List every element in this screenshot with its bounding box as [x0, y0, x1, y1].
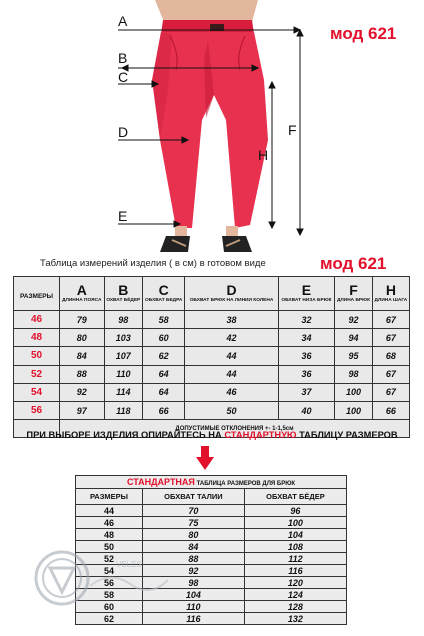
dim-letter-a: A — [118, 13, 128, 29]
measurement-table — [13, 276, 410, 438]
measurement-cell: 79 — [60, 311, 105, 329]
measurement-cell: 84 — [60, 347, 105, 365]
size-cell: 54 — [14, 383, 60, 401]
std-size-cell: 48 — [76, 529, 143, 541]
measurement-cell: 98 — [335, 365, 373, 383]
col-header-b: B ОХВАТ БЁДЕР — [104, 277, 143, 311]
measurement-cell: 95 — [335, 347, 373, 365]
measurement-cell: 92 — [335, 311, 373, 329]
watermark-brand: VELES — [116, 560, 142, 569]
std-value-cell: 110 — [142, 601, 244, 613]
measurement-cell: 97 — [60, 401, 105, 419]
table-row — [76, 529, 347, 541]
measurement-cell: 92 — [60, 383, 105, 401]
measurement-cell: 36 — [278, 365, 335, 383]
measurement-cell: 38 — [185, 311, 278, 329]
dim-letter-e: E — [118, 208, 128, 224]
col-header-f: F ДЛИНА БРЮК — [335, 277, 373, 311]
size-header: РАЗМЕРЫ — [14, 277, 60, 311]
measurement-cell: 80 — [60, 329, 105, 347]
measurement-cell: 98 — [104, 311, 143, 329]
measurement-cell: 107 — [104, 347, 143, 365]
table-row — [76, 613, 347, 625]
table-row — [76, 505, 347, 517]
table-row — [76, 517, 347, 529]
model-label-top: мод 621 — [330, 24, 397, 43]
measurement-cell: 34 — [278, 329, 335, 347]
size-cell: 52 — [14, 365, 60, 383]
measurement-cell: 62 — [143, 347, 185, 365]
measurement-cell: 44 — [185, 347, 278, 365]
std-value-cell: 116 — [142, 613, 244, 625]
col-header-h: H ДЛИНА ШАГА — [372, 277, 409, 311]
std-size-cell: 46 — [76, 517, 143, 529]
std-header-hips: ОБХВАТ БЁДЕР — [244, 489, 346, 505]
table-row — [14, 365, 410, 383]
measurement-cell: 94 — [335, 329, 373, 347]
std-size-cell: 62 — [76, 613, 143, 625]
dim-letter-h: H — [258, 147, 269, 163]
measurement-cell: 67 — [372, 383, 409, 401]
tolerance-note: ДОПУСТИМЫЕ ОТКЛОНЕНИЯ +- 1-1,5см — [60, 420, 410, 438]
col-header-a: A ДЛИННА ПОЯСА — [60, 277, 105, 311]
measurement-cell: 64 — [143, 383, 185, 401]
standard-table-title-row — [76, 476, 347, 489]
std-size-cell: 58 — [76, 589, 143, 601]
measurement-cell: 58 — [143, 311, 185, 329]
measurement-cell: 46 — [185, 383, 278, 401]
std-value-cell: 132 — [244, 613, 346, 625]
dim-letter-d: D — [118, 124, 129, 140]
std-value-cell: 100 — [244, 517, 346, 529]
std-value-cell: 120 — [244, 577, 346, 589]
std-header-waist: ОБХВАТ ТАЛИИ — [142, 489, 244, 505]
model-label-mid: мод 621 — [320, 254, 387, 273]
measurement-cell: 100 — [335, 383, 373, 401]
std-value-cell: 80 — [142, 529, 244, 541]
std-size-cell: 52 — [76, 553, 143, 565]
table-row — [14, 329, 410, 347]
measurement-cell: 67 — [372, 365, 409, 383]
size-cell: 56 — [14, 401, 60, 419]
std-size-cell: 54 — [76, 565, 143, 577]
measurement-cell: 103 — [104, 329, 143, 347]
table-caption: Таблица измерений изделия ( в см) в готовом виде — [40, 258, 266, 269]
col-header-e: E ОБХВАТ НИЗА БРЮК — [278, 277, 335, 311]
measurement-cell: 60 — [143, 329, 185, 347]
measurement-cell: 88 — [60, 365, 105, 383]
dim-letter-b: B — [118, 50, 128, 66]
std-value-cell: 98 — [142, 577, 244, 589]
std-value-cell: 75 — [142, 517, 244, 529]
std-size-cell: 56 — [76, 577, 143, 589]
std-value-cell: 128 — [244, 601, 346, 613]
size-cell: 46 — [14, 311, 60, 329]
std-size-cell: 50 — [76, 541, 143, 553]
measurement-cell: 68 — [372, 347, 409, 365]
measurement-cell: 67 — [372, 311, 409, 329]
table-row — [14, 311, 410, 329]
measurement-cell: 36 — [278, 347, 335, 365]
measurement-cell: 67 — [372, 329, 409, 347]
size-cell: 48 — [14, 329, 60, 347]
std-value-cell: 116 — [244, 565, 346, 577]
std-value-cell: 96 — [244, 505, 346, 517]
measurement-cell: 32 — [278, 311, 335, 329]
size-notice: ПРИ ВЫБОРЕ ИЗДЕЛИЯ ОПИРАЙТЕСЬ НА СТАНДАРТНУЮ ТАБЛИЦУ РАЗМЕРОВ — [26, 430, 398, 440]
brand-watermark-logo — [30, 540, 170, 610]
arrow-down-icon — [196, 446, 214, 470]
measurement-cell: 44 — [185, 365, 278, 383]
col-header-d: D ОБХВАТ БРЮК НА ЛИНИИ КОЛЕНА — [185, 277, 278, 311]
std-value-cell: 124 — [244, 589, 346, 601]
std-value-cell: 84 — [142, 541, 244, 553]
measurement-header-row — [14, 277, 410, 311]
standard-table-title: СТАНДАРТНАЯ ТАБЛИЦА РАЗМЕРОВ ДЛЯ БРЮК — [76, 476, 347, 489]
col-header-c: C ОБХВАТ БЕДРА — [143, 277, 185, 311]
dim-letter-c: C — [118, 69, 129, 85]
measurement-cell: 114 — [104, 383, 143, 401]
measurement-cell: 42 — [185, 329, 278, 347]
std-size-cell: 44 — [76, 505, 143, 517]
std-value-cell: 104 — [142, 589, 244, 601]
measurement-cell: 64 — [143, 365, 185, 383]
measurement-cell: 66 — [143, 401, 185, 419]
table-row — [14, 383, 410, 401]
std-value-cell: 88 — [142, 553, 244, 565]
std-value-cell: 112 — [244, 553, 346, 565]
std-size-cell: 60 — [76, 601, 143, 613]
measurement-cell: 40 — [278, 401, 335, 419]
std-header-size: РАЗМЕРЫ — [76, 489, 143, 505]
table-row — [14, 401, 410, 419]
std-value-cell: 108 — [244, 541, 346, 553]
measurement-cell: 118 — [104, 401, 143, 419]
standard-table-header-row — [76, 489, 347, 505]
std-value-cell: 70 — [142, 505, 244, 517]
table-row — [14, 347, 410, 365]
std-value-cell: 92 — [142, 565, 244, 577]
std-value-cell: 104 — [244, 529, 346, 541]
measurement-cell: 50 — [185, 401, 278, 419]
measurement-cell: 37 — [278, 383, 335, 401]
size-cell: 50 — [14, 347, 60, 365]
measurement-cell: 100 — [335, 401, 373, 419]
dim-letter-f: F — [288, 122, 297, 138]
measurement-cell: 66 — [372, 401, 409, 419]
measurement-cell: 110 — [104, 365, 143, 383]
